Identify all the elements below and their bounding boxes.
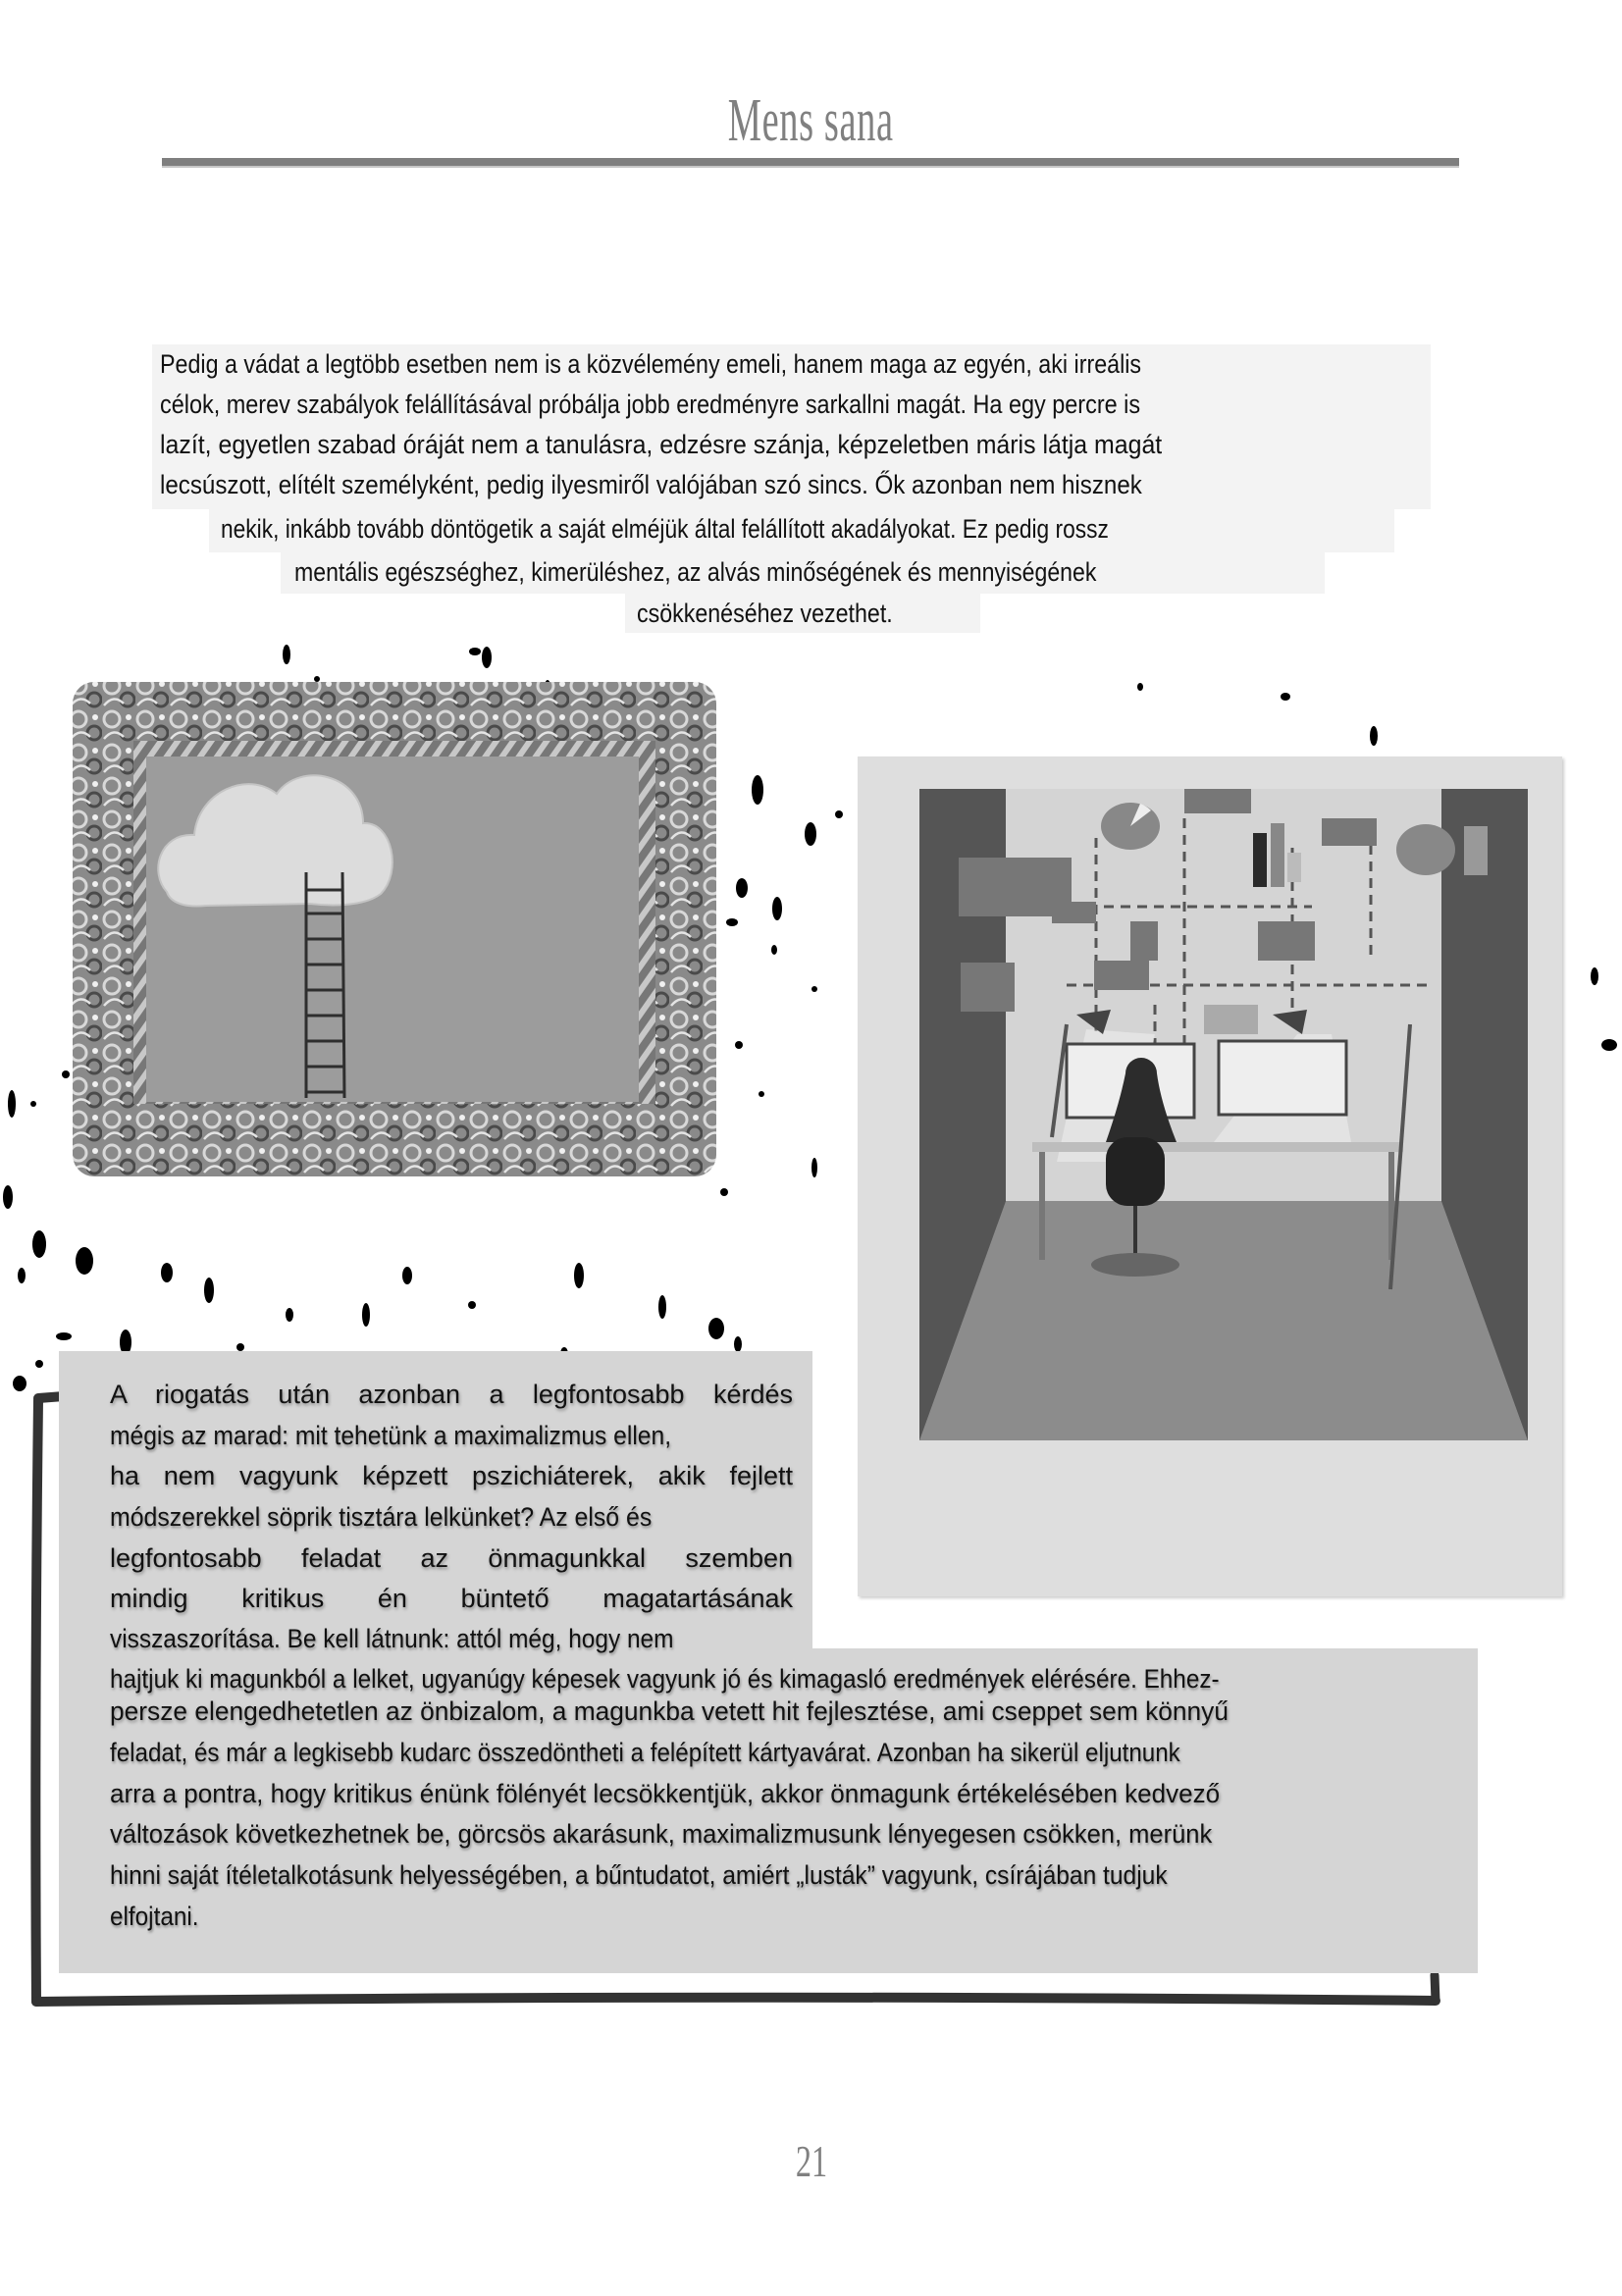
main-line-text: feladat, és már a legkisebb kudarc összedöntheti a felépített kártyavárat. Azonban ha sikerül eljutnunk [110,1738,1180,1767]
intro-line-text: nekik, inkább tovább döntögetik a saját elméjük által felállított akadályokat. Ez pedig rossz [221,514,1109,544]
page-number-text: 21 [795,2136,827,2186]
intro-line-text: célok, merev szabályok felállításával próbálja jobb eredményre sarkallni magát. Ha egy percre is [160,390,1141,419]
office-chair [1106,1137,1165,1206]
main-line-text: arra a pontra, hogy kritikus énünk fölényét lecsökkentjük, akkor önmagunk értékelésében kedvező [110,1779,1221,1808]
main-line [110,1692,1257,1732]
main-line [110,1814,1277,1854]
main-line [110,1539,793,1579]
running-header [0,87,1622,154]
framed-painting-image [69,676,720,1180]
main-line-text: hinni saját ítéletalkotásunk helyességében, a bűntudatot, amiért „lusták” vagyunk, csírájában tudjuk [110,1860,1168,1890]
main-line-text: visszaszorítása. Be kell látnunk: attól még, hogy nem [110,1624,674,1653]
intro-line-text: Pedig a vádat a legtöbb esetben nem is a közvélemény emeli, hanem maga az egyén, aki irreális [160,349,1142,379]
desk [1032,1142,1403,1152]
right-monitor [1219,1041,1346,1115]
main-line [110,1497,699,1538]
intro-line-text: lecsúszott, elítélt személyként, pedig ilyesmiről valójában szó sincs. Ők azonban nem hisznek [160,470,1142,499]
main-line-text: A riogatás után azonban a legfontosabb kérdés [110,1380,793,1409]
main-line-text: elfojtani. [110,1902,199,1931]
main-line-text: mégis az marad: mit tehetünk a maximalizmus ellen, [110,1421,672,1450]
intro-line [152,425,1431,465]
office-illustration [919,789,1528,1440]
page-number [0,2136,1622,2186]
main-line-text: mindig kritikus én büntető magatartásának [110,1584,793,1613]
main-line-text: módszerekkel söprik tisztára lelkünket? Az első és [110,1502,653,1532]
header-rule [162,158,1459,168]
main-line [110,1774,1260,1814]
main-line-text: ha nem vagyunk képzett pszichiáterek, akik fejlett [110,1461,793,1490]
main-line [110,1579,793,1619]
main-line-text: hajtjuk ki magunkból a lelket, ugyanúgy képesek vagyunk jó és kimagasló eredmények elérésére. Ehhez- [110,1664,1220,1694]
main-line [110,1619,733,1659]
header-title: Mens sana [728,87,894,154]
intro-line [625,594,980,633]
intro-line [209,509,1394,552]
main-line-text: változások következhetnek be, görcsös akarásunk, maximalizmusunk lényegesen csökken, merünk [110,1819,1213,1849]
main-line [110,1733,1306,1773]
main-line-text: legfontosabb feladat az önmagunkkal szemben [110,1543,793,1573]
intro-line-text: mentális egészséghez, kimerüléshez, az alvás minőségének és mennyiségének [294,557,1097,587]
main-line [110,1855,1272,1896]
intro-line-text: csökkenéséhez vezethet. [637,599,893,628]
main-line [110,1416,725,1456]
intro-line-text: lazít, egyetlen szabad óráját nem a tanulásra, edzésre szánja, képzeletben máris látja magát [160,430,1163,459]
intro-line [152,344,1431,385]
main-line [110,1456,793,1496]
intro-line [281,552,1325,594]
intro-line [152,385,1431,425]
main-line-text: persze elengedhetetlen az önbizalom, a magunkba vetett hit fejlesztése, ami cseppet sem könnyű [110,1696,1229,1726]
intro-line [152,465,1431,509]
main-line [110,1375,793,1415]
main-line [110,1897,209,1937]
